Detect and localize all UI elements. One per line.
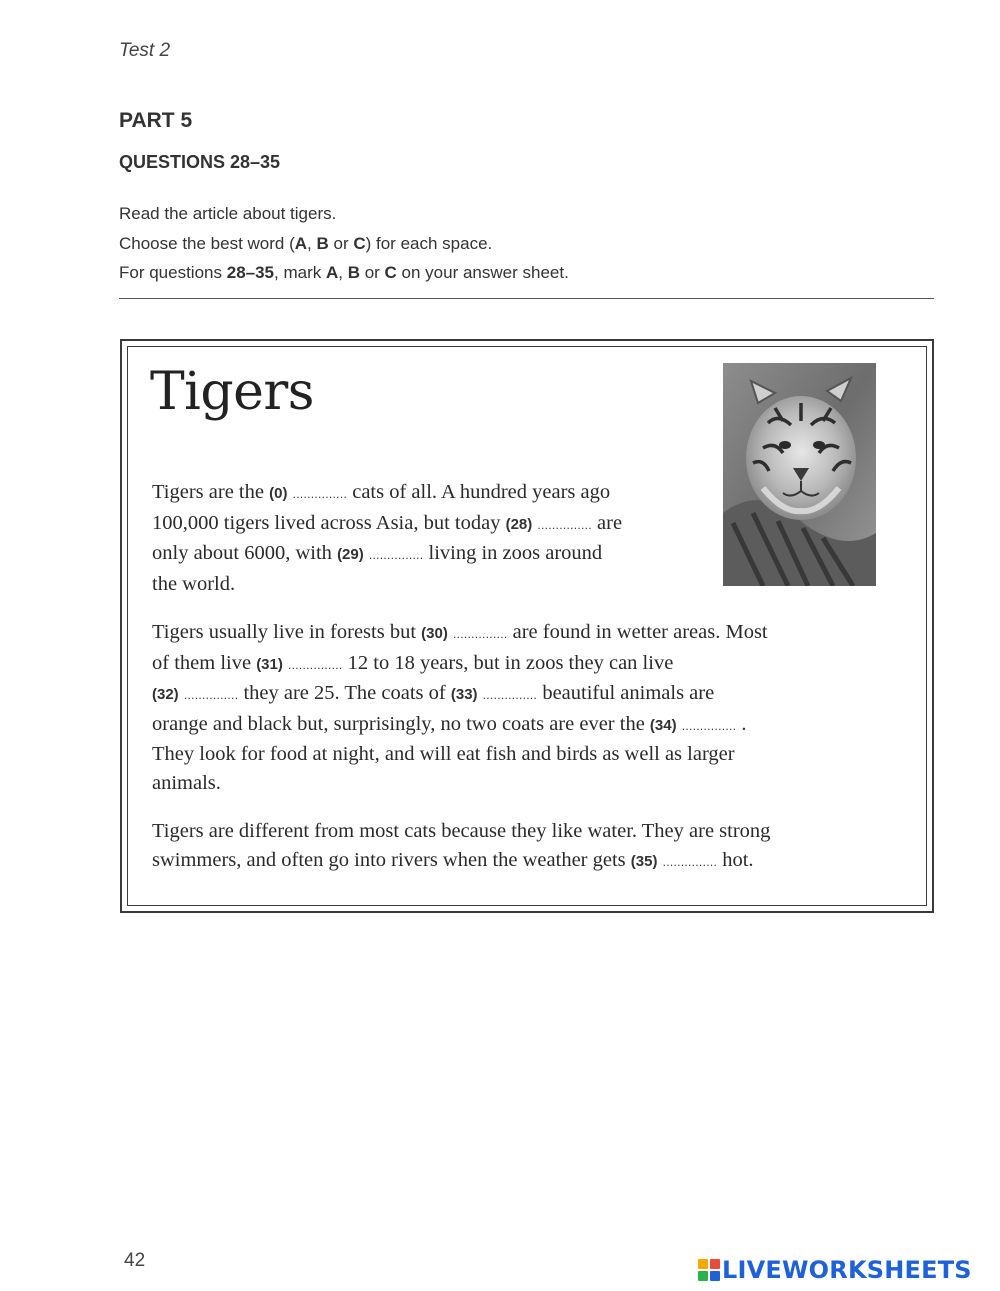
answer-blank: ............... xyxy=(681,718,737,733)
text-line: orange and black but, surprisingly, no two coats are ever the (34) ............... . xyxy=(152,712,747,735)
liveworksheets-brand[interactable] xyxy=(698,1256,972,1284)
section-divider xyxy=(119,298,934,299)
article-paragraph-3 xyxy=(152,817,770,876)
text-line: of them live (31) ............... 12 to 18 years, but in zoos they can live xyxy=(152,651,674,674)
text-line: Tigers are different from most cats because they like water. They are strong xyxy=(152,820,771,842)
text-line: only about 6000, with (29) ............... living in zoos around xyxy=(152,542,603,564)
instruction-line-2: Choose the best word (A, B or C) for each space. xyxy=(119,233,493,253)
part-title: PART 5 xyxy=(119,109,193,132)
gap-number: (34) xyxy=(649,716,677,734)
instruction-line-3: For questions 28–35, mark A, B or C on your answer sheet. xyxy=(119,263,569,282)
article-title: Tigers xyxy=(150,362,314,422)
answer-blank: ............... xyxy=(537,517,592,532)
answer-blank: ............... xyxy=(368,548,424,562)
answer-blank: ............... xyxy=(288,657,343,672)
gap-number: (32) xyxy=(152,686,179,703)
gap-number: (0) xyxy=(269,485,288,502)
liveworksheets-logo-icon xyxy=(698,1259,720,1281)
text-line: swimmers, and often go into rivers when the weather gets (35) ............... hot. xyxy=(152,848,754,871)
answer-blank: ............... xyxy=(292,487,348,501)
answer-blank: ............... xyxy=(662,854,718,869)
instruction-line-1: Read the article about tigers. xyxy=(119,204,337,223)
questions-title: QUESTIONS 28–35 xyxy=(119,152,281,172)
text-line: (32) ............... they are 25. The coats of (33) ............... beautiful animals are xyxy=(152,682,715,704)
text-line: the world. xyxy=(152,572,236,595)
brand-text: LIVEWORKSHEETS xyxy=(722,1256,972,1284)
text-line: Tigers usually live in forests but (30) ............... are found in wetter areas. Most xyxy=(152,621,768,643)
gap-number: (30) xyxy=(421,625,448,642)
tiger-photo xyxy=(723,363,876,586)
test-label: Test 2 xyxy=(119,40,171,61)
instructions xyxy=(119,199,569,288)
page-number: 42 xyxy=(124,1250,146,1271)
gap-number: (29) xyxy=(337,546,364,563)
answer-blank: ............... xyxy=(482,688,538,702)
answer-blank: ............... xyxy=(183,688,239,702)
article-paragraph-1 xyxy=(152,478,622,598)
article-paragraph-2 xyxy=(152,618,768,797)
text-line: Tigers are the (0) ............... cats of all. A hundred years ago xyxy=(152,481,611,503)
text-line: They look for food at night, and will eat fish and birds as well as larger xyxy=(152,743,735,765)
gap-number: (28) xyxy=(505,515,533,533)
text-line: animals. xyxy=(152,771,221,794)
answer-blank: ............... xyxy=(452,627,508,641)
gap-number: (33) xyxy=(450,686,478,703)
gap-number: (35) xyxy=(630,852,658,870)
text-line: 100,000 tigers lived across Asia, but today (28) ............... are xyxy=(152,511,623,534)
gap-number: (31) xyxy=(256,655,283,673)
